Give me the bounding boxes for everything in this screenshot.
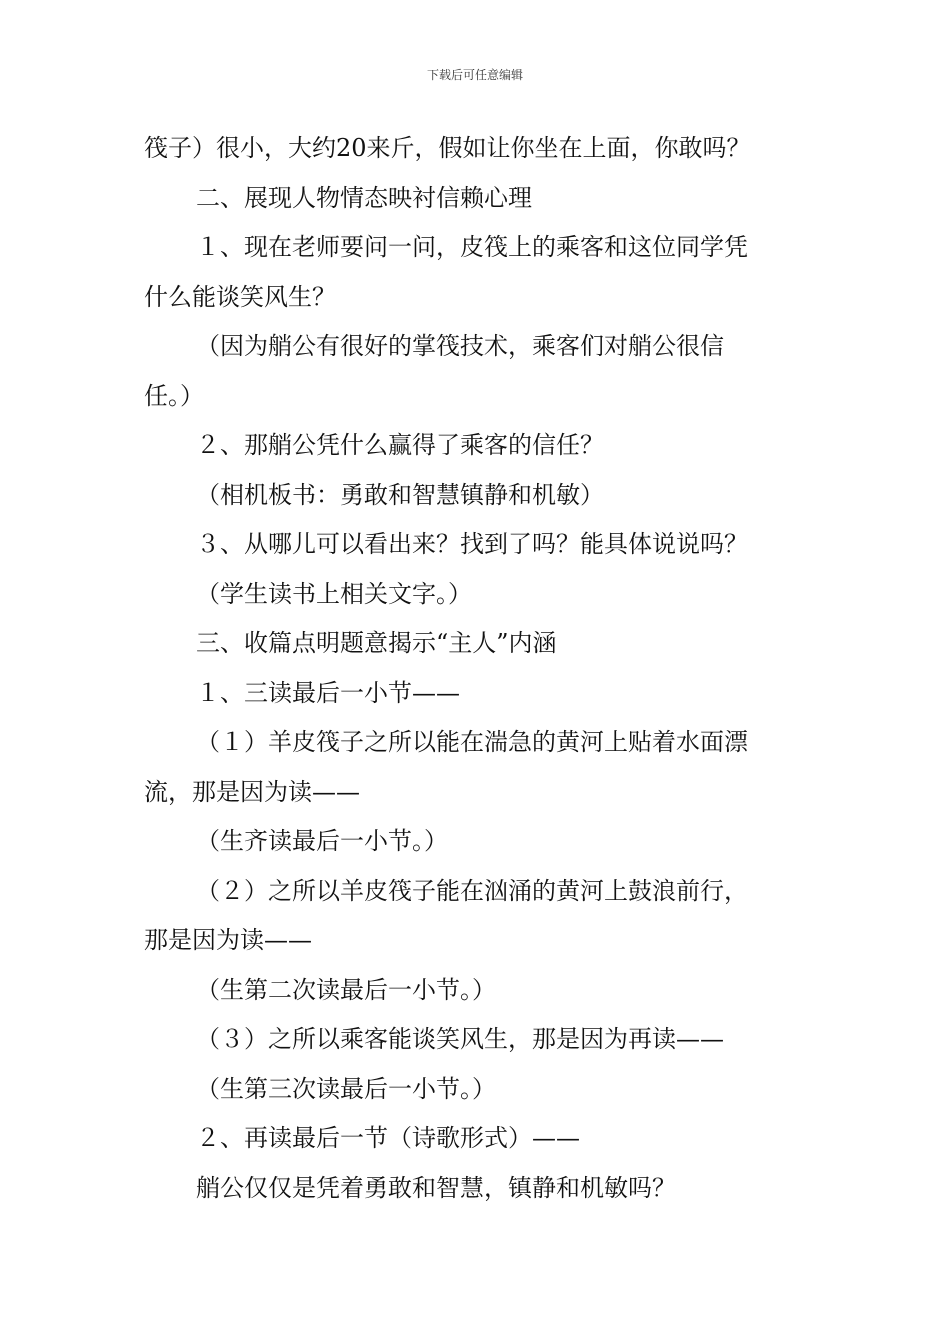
text-line: （３）之所以乘客能谈笑风生，那是因为再读—— xyxy=(196,1025,724,1053)
text-line: 什么能谈笑风生？ xyxy=(144,282,336,311)
text-line: １、现在老师要问一问，皮筏上的乘客和这位同学凭 xyxy=(196,233,748,261)
text-line: （１）羊皮筏子之所以能在湍急的黄河上贴着水面漂 xyxy=(196,728,748,756)
text-line: 那是因为读—— xyxy=(144,926,312,954)
text-line: ２、那艄公凭什么赢得了乘客的信任？ xyxy=(196,431,604,459)
text-line: （生第三次读最后一小节。） xyxy=(196,1074,496,1103)
text-line: 任。） xyxy=(144,381,204,410)
page-header: 下载后可任意编辑 xyxy=(426,68,523,82)
text-line: 二、展现人物情态映衬信赖心理 xyxy=(196,183,532,212)
text-line: （２）之所以羊皮筏子能在汹涌的黄河上鼓浪前行， xyxy=(196,876,748,905)
body-text xyxy=(144,130,814,1219)
text-line: 流，那是因为读—— xyxy=(144,777,360,806)
text-line: ２、再读最后一节（诗歌形式）—— xyxy=(196,1124,580,1152)
text-line: （学生读书上相关文字。） xyxy=(196,579,472,608)
text-line: １、三读最后一小节—— xyxy=(196,678,460,707)
text-line: ３、从哪儿可以看出来？找到了吗？能具体说说吗？ xyxy=(196,530,748,558)
text-line: （生第二次读最后一小节。） xyxy=(196,975,496,1004)
text-line: 三、收篇点明题意揭示“主人”内涵 xyxy=(196,629,557,657)
text-line: （生齐读最后一小节。） xyxy=(196,827,448,855)
text-line: （相机板书：勇敢和智慧镇静和机敏） xyxy=(196,480,604,509)
text-line: 筏子）很小，大约20来斤，假如让你坐在上面，你敢吗？ xyxy=(144,134,751,162)
text-line: （因为艄公有很好的掌筏技术，乘客们对艄公很信 xyxy=(196,332,724,360)
text-line: 艄公仅仅是凭着勇敢和智慧，镇静和机敏吗？ xyxy=(196,1173,676,1202)
